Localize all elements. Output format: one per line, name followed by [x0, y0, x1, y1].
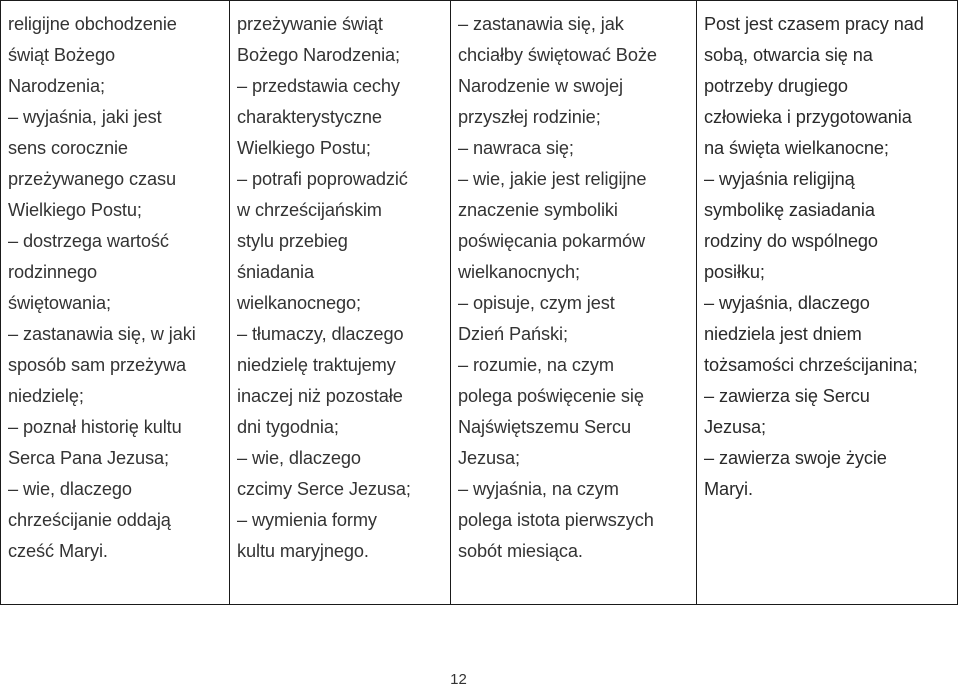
cell-text-line: – nawraca się;	[458, 138, 574, 158]
cell-text-line: Narodzenie w swojej	[458, 76, 623, 96]
cell-text-line: sens corocznie	[8, 138, 128, 158]
cell-text-line: charakterystyczne	[237, 107, 382, 127]
cell-text-line: Post jest czasem pracy nad	[704, 14, 924, 34]
cell-text-line: chciałby świętować Boże	[458, 45, 657, 65]
cell-text-line: sobót miesiąca.	[458, 541, 583, 561]
cell-text-line: świętowania;	[8, 293, 111, 313]
cell-text-line: – zawierza swoje życie	[704, 448, 887, 468]
cell-text-line: znaczenie symboliki	[458, 200, 618, 220]
cell-text-line: – wymienia formy	[237, 510, 377, 530]
cell-text-line: – rozumie, na czym	[458, 355, 614, 375]
cell-text-line: – wie, dlaczego	[8, 479, 132, 499]
table-cell-col1	[1, 1, 230, 605]
cell-text-line: śniadania	[237, 262, 314, 282]
cell-text-line: – zawierza się Sercu	[704, 386, 870, 406]
cell-text-line: sposób sam przeżywa	[8, 355, 187, 375]
cell-text-line: Dzień Pański;	[458, 324, 568, 344]
cell-text-line: czcimy Serce Jezusa;	[237, 479, 411, 499]
cell-text-line: Jezusa;	[458, 448, 520, 468]
cell-text-line: Maryi.	[704, 479, 753, 499]
cell-text-line: na święta wielkanocne;	[704, 138, 889, 158]
cell-text-line: posiłku;	[704, 262, 765, 282]
cell-text-line: cześć Maryi.	[8, 541, 108, 561]
cell-text-line: Serca Pana Jezusa;	[8, 448, 169, 468]
cell-text-line: Bożego Narodzenia;	[237, 45, 401, 65]
cell-text-line: chrześcijanie oddają	[8, 510, 171, 530]
cell-text-line: inaczej niż pozostałe	[237, 386, 403, 406]
cell-text-line: przyszłej rodzinie;	[458, 107, 601, 127]
cell-text-line: symbolikę zasiadania	[704, 200, 875, 220]
cell-text-line: polega istota pierwszych	[458, 510, 654, 530]
cell-text-line: kultu maryjnego.	[237, 541, 369, 561]
cell-text-line: poświęcania pokarmów	[458, 231, 646, 251]
cell-text-line: – zastanawia się, w jaki	[8, 324, 196, 344]
cell-text-line: Narodzenia;	[8, 76, 105, 96]
cell-text-line: – dostrzega wartość	[8, 231, 169, 251]
cell-text-line: Wielkiego Postu;	[237, 138, 371, 158]
table-cell-col2	[230, 1, 451, 605]
table-row	[1, 1, 958, 605]
cell-text-line: wielkanocnego;	[237, 293, 361, 313]
cell-text-line: – wyjaśnia, jaki jest	[8, 107, 162, 127]
cell-text-line: – przedstawia cechy	[237, 76, 400, 96]
table-cell-col4	[697, 1, 958, 605]
cell-text-line: sobą, otwarcia się na	[704, 45, 873, 65]
cell-text-line: polega poświęcenie się	[458, 386, 644, 406]
page-number: 12	[450, 671, 467, 688]
cell-text-line: religijne obchodzenie	[8, 14, 177, 34]
cell-text-line: przeżywanie świąt	[237, 14, 383, 34]
cell-text-line: niedzielę;	[8, 386, 84, 406]
cell-text-line: przeżywanego czasu	[8, 169, 177, 189]
cell-text-line: tożsamości chrześcijanina;	[704, 355, 918, 375]
cell-text-line: rodzinnego	[8, 262, 97, 282]
cell-text-line: dni tygodnia;	[237, 417, 339, 437]
cell-text-line: – wyjaśnia religijną	[704, 169, 855, 189]
table-cell-col3	[451, 1, 697, 605]
cell-text-line: – tłumaczy, dlaczego	[237, 324, 404, 344]
cell-text-line: świąt Bożego	[8, 45, 115, 65]
cell-text-line: – potrafi poprowadzić	[237, 169, 408, 189]
cell-text-line: – wie, jakie jest religijne	[458, 169, 647, 189]
cell-text-line: – opisuje, czym jest	[458, 293, 615, 313]
cell-text-line: człowieka i przygotowania	[704, 107, 912, 127]
cell-text-line: – wie, dlaczego	[237, 448, 361, 468]
cell-text-line: – wyjaśnia, na czym	[458, 479, 619, 499]
cell-text-line: w chrześcijańskim	[237, 200, 382, 220]
cell-text-line: wielkanocnych;	[458, 262, 580, 282]
cell-text-line: – poznał historię kultu	[8, 417, 182, 437]
cell-text-line: stylu przebieg	[237, 231, 348, 251]
cell-text-line: niedziela jest dniem	[704, 324, 862, 344]
cell-text-line: niedzielę traktujemy	[237, 355, 396, 375]
cell-text-line: Jezusa;	[704, 417, 766, 437]
cell-text-line: – wyjaśnia, dlaczego	[704, 293, 870, 313]
cell-text-line: potrzeby drugiego	[704, 76, 848, 96]
cell-text-line: Najświętszemu Sercu	[458, 417, 631, 437]
cell-text-line: rodziny do wspólnego	[704, 231, 878, 251]
cell-text-line: Wielkiego Postu;	[8, 200, 142, 220]
cell-text-line: – zastanawia się, jak	[458, 14, 624, 34]
